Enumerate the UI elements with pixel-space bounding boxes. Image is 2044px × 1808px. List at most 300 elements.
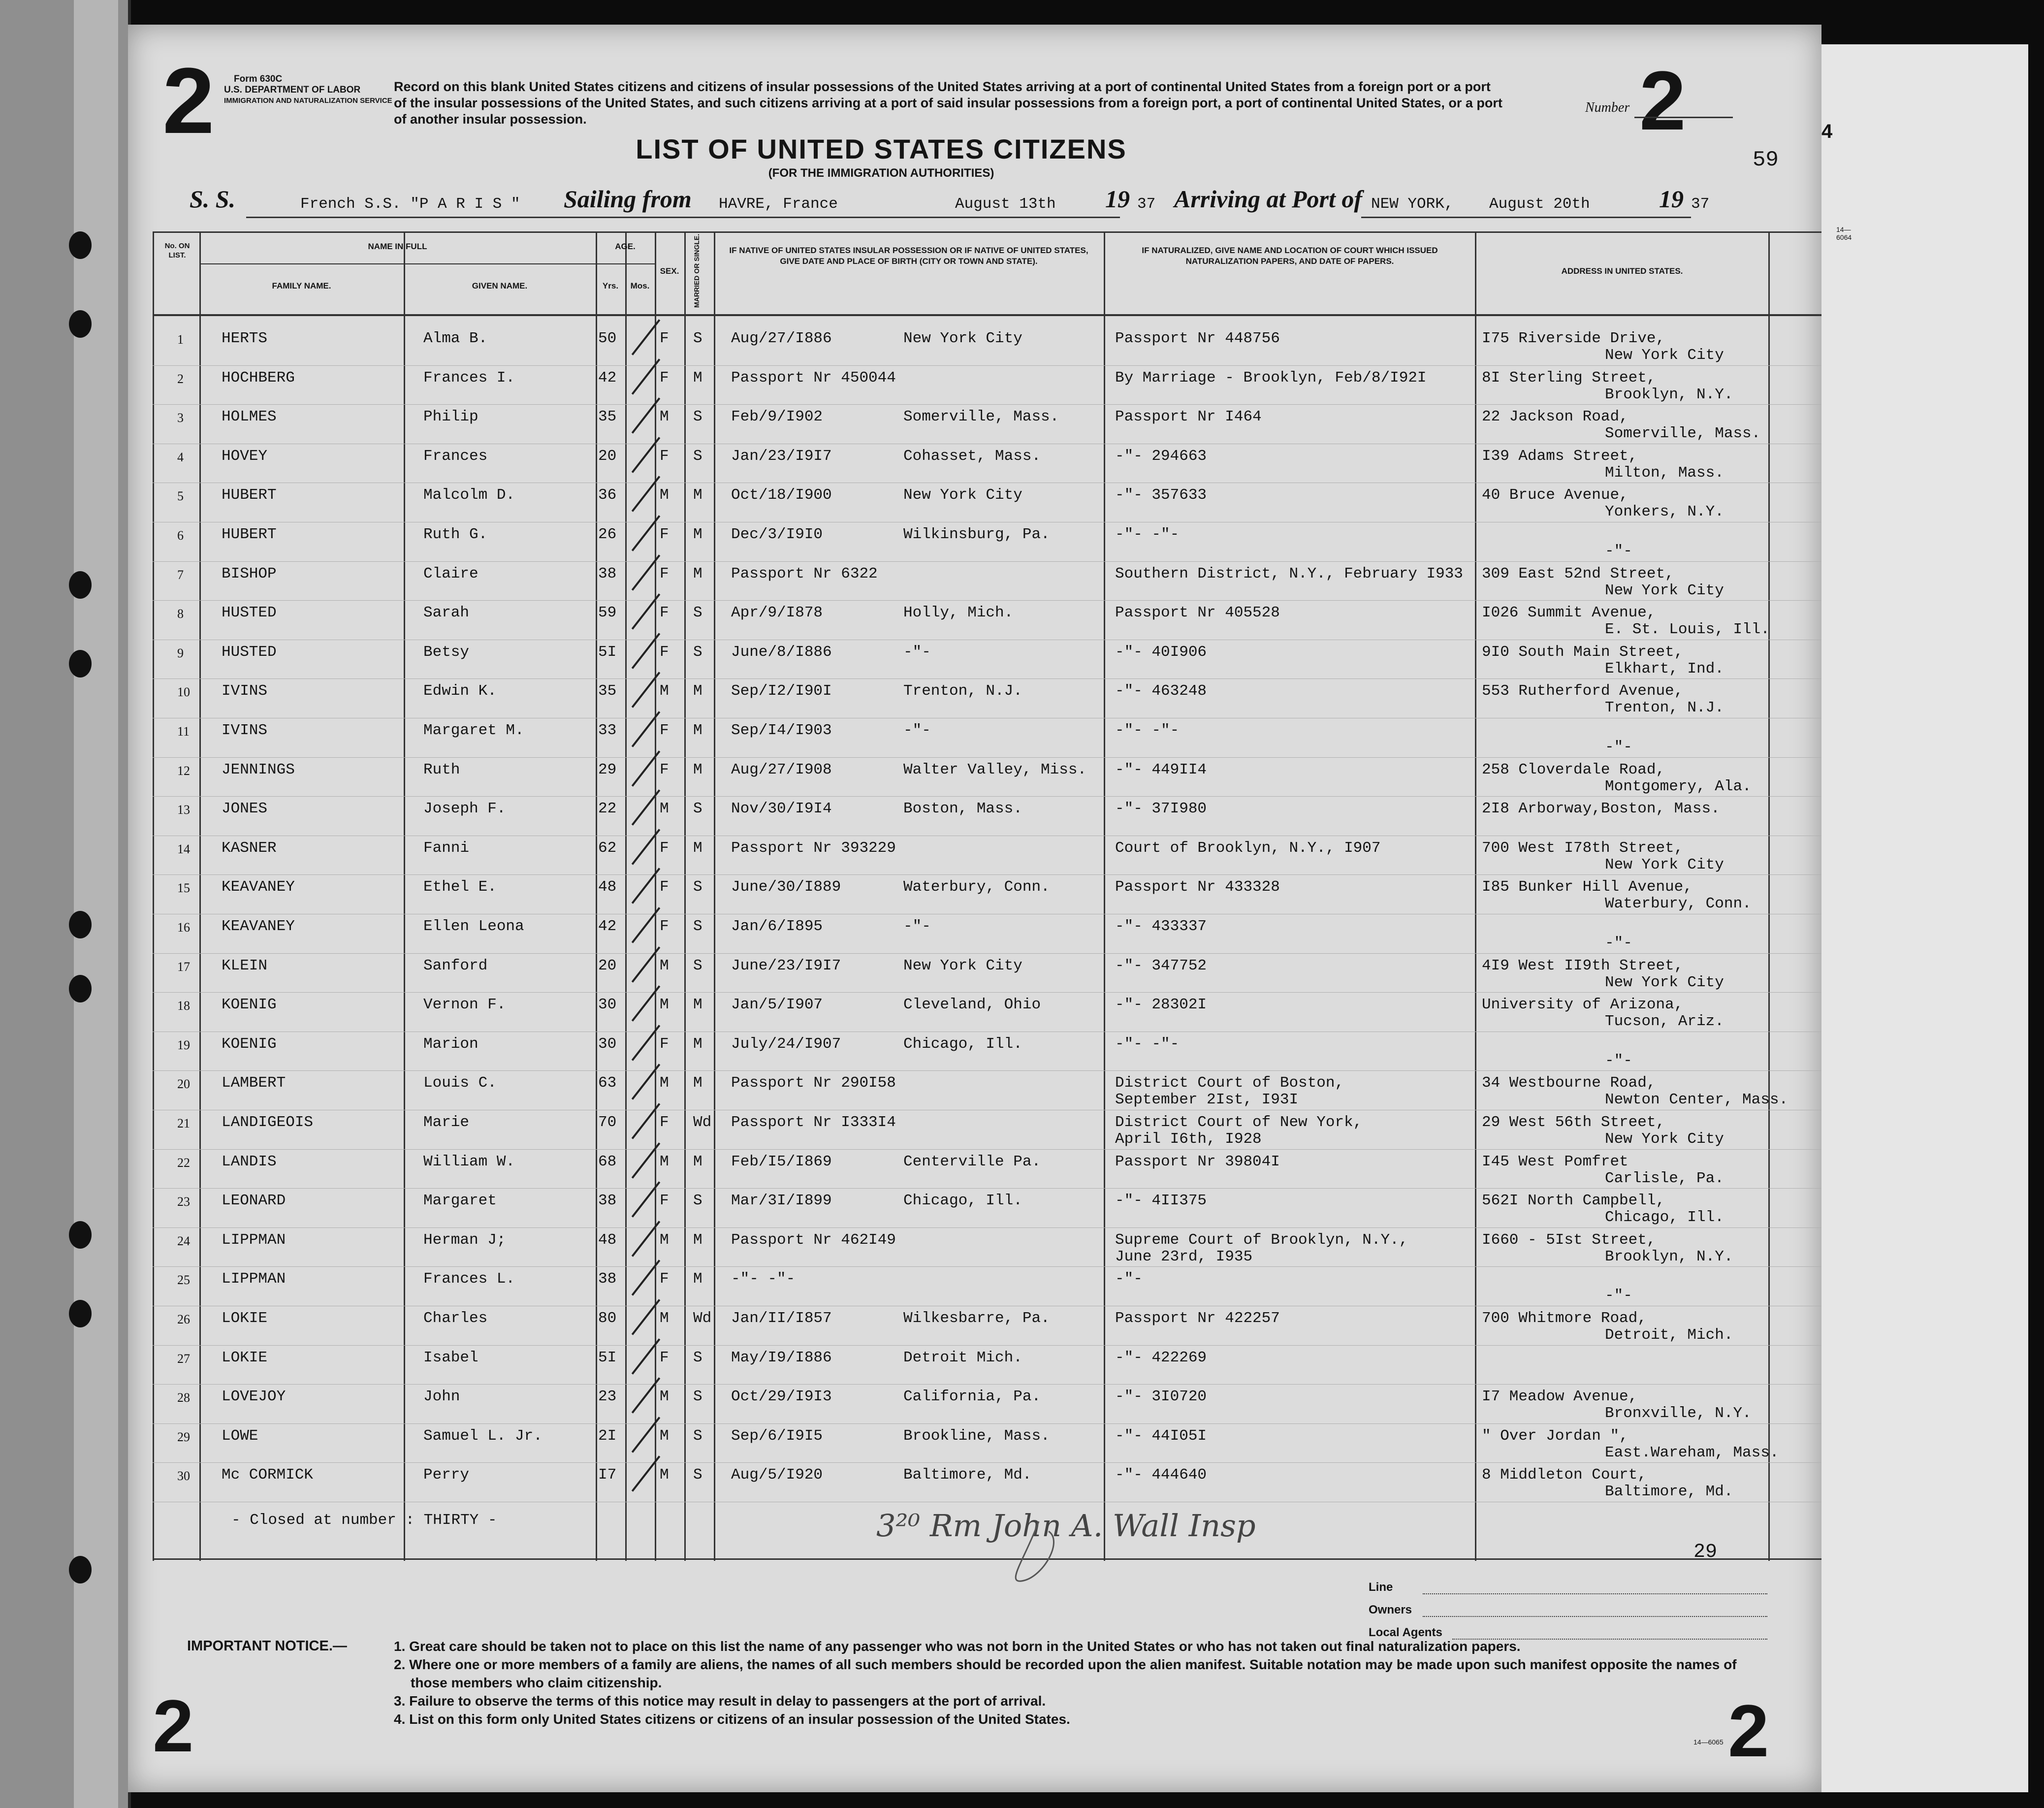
birth-date: Apr/9/I878 — [731, 604, 823, 622]
row-rule — [153, 600, 1821, 601]
birth-place: Cleveland, Ohio — [903, 996, 1041, 1014]
family-name: KLEIN — [222, 957, 268, 974]
family-name: LOVEJOY — [222, 1388, 286, 1406]
birth-place: Centerville Pa. — [903, 1153, 1041, 1170]
age-years: 42 — [598, 369, 617, 387]
sailing-date: August 13th — [955, 195, 1056, 213]
header-given-name: GIVEN NAME. — [472, 281, 528, 291]
marital-status: M — [693, 526, 703, 543]
address-line2: Detroit, Mich. — [1605, 1326, 1733, 1344]
birth-place: Chicago, Ill. — [903, 1192, 1022, 1210]
col-rule — [1475, 231, 1476, 1561]
row-rule — [153, 1345, 1821, 1346]
birth-place: Baltimore, Md. — [903, 1466, 1032, 1484]
row-rule — [153, 1070, 1821, 1071]
row-rule — [153, 1384, 1821, 1385]
address-line2: Waterbury, Conn. — [1605, 895, 1752, 913]
marital-status: M — [693, 1074, 703, 1092]
age-years: 22 — [598, 800, 617, 818]
naturalization: -"- -"- — [1115, 1035, 1180, 1053]
age-years: 48 — [598, 1231, 617, 1249]
address-line2: Milton, Mass. — [1605, 464, 1724, 482]
birth-date: June/30/I889 — [731, 878, 841, 896]
marital-status: S — [693, 957, 703, 974]
marital-status: S — [693, 1349, 703, 1366]
marital-status: S — [693, 330, 703, 347]
given-name: Ethel E. — [423, 878, 497, 896]
sailing-underline — [714, 217, 1120, 218]
passenger-table — [153, 226, 1852, 1561]
birth-date: Jan/II/I857 — [731, 1310, 832, 1327]
col-rule — [199, 231, 201, 1561]
sex: M — [660, 682, 669, 700]
family-name: HERTS — [222, 330, 268, 347]
birth-date: Nov/30/I9I4 — [731, 800, 832, 818]
given-name: Vernon F. — [423, 996, 506, 1014]
given-name: Edwin K. — [423, 682, 497, 700]
naturalization: -"- 4II375 — [1115, 1192, 1207, 1210]
page-title: LIST OF UNITED STATES CITIZENS — [636, 133, 1127, 164]
birth-date: Jan/6/I895 — [731, 918, 823, 935]
age-years: 33 — [598, 722, 617, 739]
col-rule — [404, 231, 405, 1561]
ship-underline — [246, 217, 751, 218]
given-name: Sarah — [423, 604, 470, 622]
given-name: Samuel L. Jr. — [423, 1427, 543, 1445]
row-number: 17 — [177, 959, 190, 974]
col-rule — [596, 231, 597, 1561]
address-line2: Carlisle, Pa. — [1605, 1169, 1724, 1187]
address-line1: I660 - 5Ist Street, — [1482, 1231, 1656, 1249]
line-row — [1369, 1581, 1767, 1603]
age-years: 50 — [598, 330, 617, 347]
given-name: Philip — [423, 408, 479, 426]
row-number: 27 — [177, 1351, 190, 1366]
age-years: 29 — [598, 761, 617, 778]
address-line2: New York City — [1605, 1130, 1724, 1148]
name-age-subrule — [199, 263, 655, 264]
given-name: Herman J; — [423, 1231, 506, 1249]
marital-status: S — [693, 1192, 703, 1210]
family-name: BISHOP — [222, 565, 277, 582]
naturalization: By Marriage - Brooklyn, Feb/8/I92I — [1115, 369, 1427, 387]
naturalization: Court of Brooklyn, N.Y., I907 — [1115, 839, 1381, 857]
marital-status: S — [693, 447, 703, 465]
row-rule — [153, 992, 1821, 993]
notice-items — [394, 1637, 1772, 1728]
address-line1: " Over Jordan ", — [1482, 1427, 1629, 1445]
header-age: AGE. — [615, 242, 636, 251]
birth-place: Cohasset, Mass. — [903, 447, 1041, 465]
col-rule — [153, 231, 154, 1561]
family-name: JENNINGS — [222, 761, 295, 778]
row-number: 4 — [177, 450, 184, 464]
address-line1: I39 Adams Street, — [1482, 447, 1638, 465]
binding-hole — [69, 975, 92, 1002]
family-name: IVINS — [222, 722, 268, 739]
header-married: MARRIED OR SINGLE. — [693, 233, 701, 308]
birth-date: Oct/29/I9I3 — [731, 1388, 832, 1406]
sex: F — [660, 839, 669, 857]
naturalization: -"- -"- — [1115, 526, 1180, 543]
row-number: 24 — [177, 1233, 190, 1248]
address-line1: 4I9 West II9th Street, — [1482, 957, 1684, 974]
birth-place: Waterbury, Conn. — [903, 878, 1050, 896]
age-years: 38 — [598, 1192, 617, 1210]
header-sex: SEX. — [660, 266, 679, 276]
department: U.S. DEPARTMENT OF LABOR — [224, 85, 361, 95]
header-address: ADDRESS IN UNITED STATES. — [1561, 266, 1683, 276]
naturalization: -"- 357633 — [1115, 486, 1207, 504]
marital-status: M — [693, 1270, 703, 1288]
naturalization: -"- 347752 — [1115, 957, 1207, 974]
sex: F — [660, 1192, 669, 1210]
sex: F — [660, 1349, 669, 1366]
birth-date: Feb/I5/I869 — [731, 1153, 832, 1170]
marital-status: S — [693, 643, 703, 661]
birth-place: Wilkesbarre, Pa. — [903, 1310, 1050, 1327]
family-name: HOVEY — [222, 447, 268, 465]
birth-place: -"- — [903, 722, 931, 739]
sex: M — [660, 1388, 669, 1406]
birth-place: New York City — [903, 957, 1022, 974]
family-name: HUBERT — [222, 526, 277, 543]
birth-date: Feb/9/I902 — [731, 408, 823, 426]
naturalization-line2: April I6th, I928 — [1115, 1130, 1262, 1148]
address-line2: Brooklyn, N.Y. — [1605, 386, 1733, 403]
address-line1: 40 Bruce Avenue, — [1482, 486, 1629, 504]
given-name: Frances — [423, 447, 488, 465]
naturalization: -"- 294663 — [1115, 447, 1207, 465]
family-name: LOWE — [222, 1427, 258, 1445]
address-line2: -"- — [1605, 1287, 1632, 1305]
row-number: 14 — [177, 841, 190, 856]
sex: F — [660, 918, 669, 935]
adjacent-page — [1821, 44, 2028, 1792]
naturalization: -"- 444640 — [1115, 1466, 1207, 1484]
family-name: LEONARD — [222, 1192, 286, 1210]
family-name: JONES — [222, 800, 268, 818]
binding-hole — [69, 310, 92, 338]
row-number: 15 — [177, 881, 190, 896]
marital-status: S — [693, 800, 703, 818]
given-name: Margaret M. — [423, 722, 524, 739]
sex: F — [660, 643, 669, 661]
marital-status: M — [693, 369, 703, 387]
row-number: 3 — [177, 411, 184, 425]
given-name: Frances L. — [423, 1270, 515, 1288]
address-line2: Baltimore, Md. — [1605, 1483, 1733, 1501]
naturalization: Southern District, N.Y., February I933 — [1115, 565, 1463, 582]
given-name: Fanni — [423, 839, 470, 857]
marital-status: M — [693, 1153, 703, 1170]
address-line1: I7 Meadow Avenue, — [1482, 1388, 1638, 1406]
age-years: 30 — [598, 996, 617, 1014]
header-no: No. ON LIST. — [164, 242, 190, 259]
sex: F — [660, 1035, 669, 1053]
binding-hole — [69, 650, 92, 678]
binding-hole — [69, 1556, 92, 1583]
given-name: Betsy — [423, 643, 470, 661]
page-subtitle: (FOR THE IMMIGRATION AUTHORITIES) — [768, 166, 994, 180]
local-agents-label: Local Agents — [1369, 1626, 1442, 1639]
line-rule — [1423, 1593, 1767, 1594]
marital-status: S — [693, 604, 703, 622]
header-birth: IF NATIVE OF UNITED STATES INSULAR POSSESSION OR IF NATIVE OF UNITED STATES, GIVE DATE AND PLACE OF BIRTH (CITY OR TOWN AND STATE). — [729, 246, 1088, 266]
arriving-label: Arriving at Port of — [1174, 185, 1362, 213]
address-line1: I026 Summit Avenue, — [1482, 604, 1656, 622]
birth-place: New York City — [903, 330, 1022, 347]
address-line2: Chicago, Ill. — [1605, 1209, 1724, 1227]
sailing-from: HAVRE, France — [719, 195, 838, 213]
row-number: 7 — [177, 567, 184, 582]
address-line2: Elkhart, Ind. — [1605, 660, 1724, 678]
address-line1: 562I North Campbell, — [1482, 1192, 1665, 1210]
birth-date: May/I9/I886 — [731, 1349, 832, 1366]
row-rule — [153, 678, 1821, 679]
binding-hole — [69, 231, 92, 259]
birth-place: -"- — [903, 918, 931, 935]
sailing-label: Sailing from — [564, 185, 692, 213]
birth-place: Holly, Mich. — [903, 604, 1014, 622]
arriving-port: NEW YORK, — [1371, 195, 1454, 213]
row-number: 21 — [177, 1116, 190, 1130]
marital-status: S — [693, 918, 703, 935]
age-years: 59 — [598, 604, 617, 622]
row-rule — [153, 796, 1821, 797]
binding-hole — [69, 571, 92, 599]
family-name: KOENIG — [222, 996, 277, 1014]
given-name: Charles — [423, 1310, 488, 1327]
notice-item: 3. Failure to observe the terms of this notice may result in delay to passengers at the port of arrival. — [394, 1693, 1046, 1709]
age-years: 2I — [598, 1427, 617, 1445]
birth-date: Mar/3I/I899 — [731, 1192, 832, 1210]
sex: M — [660, 957, 669, 974]
birth-date: June/23/I9I7 — [731, 957, 841, 974]
row-number: 1 — [177, 332, 184, 347]
address-line1: 22 Jackson Road, — [1482, 408, 1629, 426]
naturalization: Passport Nr 433328 — [1115, 878, 1280, 896]
arriving-year-prefix: 19 — [1659, 185, 1684, 213]
address-line1: 553 Rutherford Avenue, — [1482, 682, 1684, 700]
given-name: Louis C. — [423, 1074, 497, 1092]
row-rule — [153, 1227, 1821, 1228]
birth-place: Chicago, Ill. — [903, 1035, 1022, 1053]
row-rule — [153, 953, 1821, 954]
age-years: 48 — [598, 878, 617, 896]
row-rule — [153, 561, 1821, 562]
naturalization: District Court of Boston, — [1115, 1074, 1344, 1092]
family-name: KEAVANEY — [222, 918, 295, 935]
naturalization: -"- 433337 — [1115, 918, 1207, 935]
owners-label: Owners — [1369, 1603, 1412, 1616]
form-code-top: 14—6064 — [1836, 226, 1852, 241]
family-name: HOLMES — [222, 408, 277, 426]
given-name: Malcolm D. — [423, 486, 515, 504]
sex: F — [660, 761, 669, 778]
header-family-name: FAMILY NAME. — [272, 281, 331, 291]
row-number: 16 — [177, 920, 190, 935]
marital-status: M — [693, 486, 703, 504]
ledger-binding — [0, 0, 131, 1808]
marital-status: Wd — [693, 1310, 712, 1327]
age-years: 80 — [598, 1310, 617, 1327]
corner-number-bottom-right: 2 — [1728, 1689, 1769, 1772]
row-rule — [153, 1188, 1821, 1189]
sex: M — [660, 1074, 669, 1092]
given-name: Ellen Leona — [423, 918, 524, 935]
birth-date: Aug/5/I920 — [731, 1466, 823, 1484]
naturalization: Supreme Court of Brooklyn, N.Y., — [1115, 1231, 1408, 1249]
family-name: IVINS — [222, 682, 268, 700]
birth-date: Dec/3/I9I0 — [731, 526, 823, 543]
row-number: 25 — [177, 1273, 190, 1288]
row-number: 30 — [177, 1469, 190, 1484]
naturalization: Passport Nr 422257 — [1115, 1310, 1280, 1327]
birth-place: Detroit Mich. — [903, 1349, 1022, 1366]
row-rule — [153, 874, 1821, 875]
address-line1: 8 Middleton Court, — [1482, 1466, 1647, 1484]
ss-label: S. S. — [190, 185, 236, 213]
notice-item: 1. Great care should be taken not to place on this list the name of any passenger who was not born in the United States or who has not taken out final naturalization papers. — [394, 1639, 1521, 1654]
address-line2: -"- — [1605, 543, 1632, 560]
family-name: KEAVANEY — [222, 878, 295, 896]
address-line2: Brooklyn, N.Y. — [1605, 1248, 1733, 1265]
birth-place: California, Pa. — [903, 1388, 1041, 1406]
family-name: LIPPMAN — [222, 1231, 286, 1249]
family-name: LOKIE — [222, 1349, 268, 1366]
address-line2: E. St. Louis, Ill. — [1605, 621, 1770, 639]
marital-status: M — [693, 839, 703, 857]
family-name: LANDIS — [222, 1153, 277, 1170]
age-years: 62 — [598, 839, 617, 857]
binding-hole — [69, 911, 92, 938]
marital-status: M — [693, 761, 703, 778]
marital-status: S — [693, 1427, 703, 1445]
age-years: 63 — [598, 1074, 617, 1092]
naturalization: Passport Nr I464 — [1115, 408, 1262, 426]
address-line2: Bronxville, N.Y. — [1605, 1405, 1752, 1422]
family-name: HUBERT — [222, 486, 277, 504]
age-years: 36 — [598, 486, 617, 504]
row-number: 5 — [177, 489, 184, 504]
birth-date: Aug/27/I886 — [731, 330, 832, 347]
family-name: Mc CORMICK — [222, 1466, 314, 1484]
svg-text:3²⁰ Rm John A. Wall Insp: 3²⁰ Rm John A. Wall Insp — [876, 1508, 1256, 1544]
row-rule — [153, 404, 1821, 405]
row-rule — [153, 1266, 1821, 1267]
naturalization: -"- 37I980 — [1115, 800, 1207, 818]
sex: F — [660, 526, 669, 543]
given-name: Sanford — [423, 957, 488, 974]
age-years: 20 — [598, 957, 617, 974]
sex: M — [660, 800, 669, 818]
given-name: Perry — [423, 1466, 470, 1484]
sex: F — [660, 330, 669, 347]
form-code-bottom: 14—6065 — [1693, 1738, 1724, 1746]
sex: F — [660, 369, 669, 387]
line-label: Line — [1369, 1581, 1393, 1594]
marital-status: S — [693, 408, 703, 426]
header-yrs: Yrs. — [602, 281, 619, 291]
row-rule — [153, 365, 1821, 366]
address-line1: I45 West Pomfret — [1482, 1153, 1629, 1170]
marital-status: M — [693, 1231, 703, 1249]
family-name: HUSTED — [222, 604, 277, 622]
birth-date: Passport Nr 450044 — [731, 369, 896, 387]
corner-number-top-left: 2 — [162, 49, 215, 153]
naturalization: -"- 449II4 — [1115, 761, 1207, 778]
row-number: 22 — [177, 1155, 190, 1170]
notice-item: 2. Where one or more members of a family are aliens, the names of all such members should be recorded upon the alien manifest. Suitable notation may be made upon such manifest opposite the names of those members who claim citizenship. — [394, 1657, 1737, 1690]
birth-date: Jan/5/I907 — [731, 996, 823, 1014]
sex: M — [660, 996, 669, 1014]
given-name: Joseph F. — [423, 800, 506, 818]
birth-date: Oct/18/I900 — [731, 486, 832, 504]
address-line2: -"- — [1605, 739, 1632, 756]
given-name: Isabel — [423, 1349, 479, 1366]
birth-date: July/24/I907 — [731, 1035, 841, 1053]
birth-place: Brookline, Mass. — [903, 1427, 1050, 1445]
age-years: 35 — [598, 682, 617, 700]
list-number — [1575, 54, 1733, 148]
age-years: 70 — [598, 1114, 617, 1131]
age-years: 38 — [598, 1270, 617, 1288]
age-years: 30 — [598, 1035, 617, 1053]
row-rule — [153, 1462, 1821, 1463]
given-name: Marion — [423, 1035, 479, 1053]
naturalization: Passport Nr 39804I — [1115, 1153, 1280, 1170]
sex: F — [660, 565, 669, 582]
address-line2: East.Wareham, Mass. — [1605, 1444, 1779, 1461]
age-years: 68 — [598, 1153, 617, 1170]
row-number: 6 — [177, 528, 184, 543]
table-top-rule — [153, 231, 1821, 233]
row-number: 8 — [177, 607, 184, 621]
given-name: Marie — [423, 1114, 470, 1131]
age-years: 26 — [598, 526, 617, 543]
birth-date: Sep/I2/I90I — [731, 682, 832, 700]
birth-date: Passport Nr I333I4 — [731, 1114, 896, 1131]
side-mark: 4 — [1821, 121, 1833, 142]
naturalization: Passport Nr 448756 — [1115, 330, 1280, 347]
family-name: LANDIGEOIS — [222, 1114, 314, 1131]
naturalization: -"- 422269 — [1115, 1349, 1207, 1366]
sex: F — [660, 604, 669, 622]
birth-date: June/8/I886 — [731, 643, 832, 661]
naturalization-line2: September 2Ist, I93I — [1115, 1091, 1299, 1109]
birth-date: Passport Nr 462I49 — [731, 1231, 896, 1249]
row-number: 10 — [177, 685, 190, 700]
birth-date: Jan/23/I9I7 — [731, 447, 832, 465]
sex: M — [660, 486, 669, 504]
address-line2: Newton Center, Mass. — [1605, 1091, 1788, 1109]
col-rule — [1768, 231, 1770, 1561]
given-name: Ruth — [423, 761, 460, 778]
row-rule — [153, 1149, 1821, 1150]
address-line1: 2I8 Arborway,Boston, Mass. — [1482, 800, 1720, 818]
marital-status: S — [693, 1388, 703, 1406]
sex: M — [660, 1153, 669, 1170]
sex: F — [660, 1114, 669, 1131]
given-name: John — [423, 1388, 460, 1406]
address-line1: 34 Westbourne Road, — [1482, 1074, 1656, 1092]
sex: F — [660, 878, 669, 896]
given-name: William W. — [423, 1153, 515, 1170]
birth-place: Trenton, N.J. — [903, 682, 1022, 700]
row-rule — [153, 757, 1821, 758]
age-years: 23 — [598, 1388, 617, 1406]
